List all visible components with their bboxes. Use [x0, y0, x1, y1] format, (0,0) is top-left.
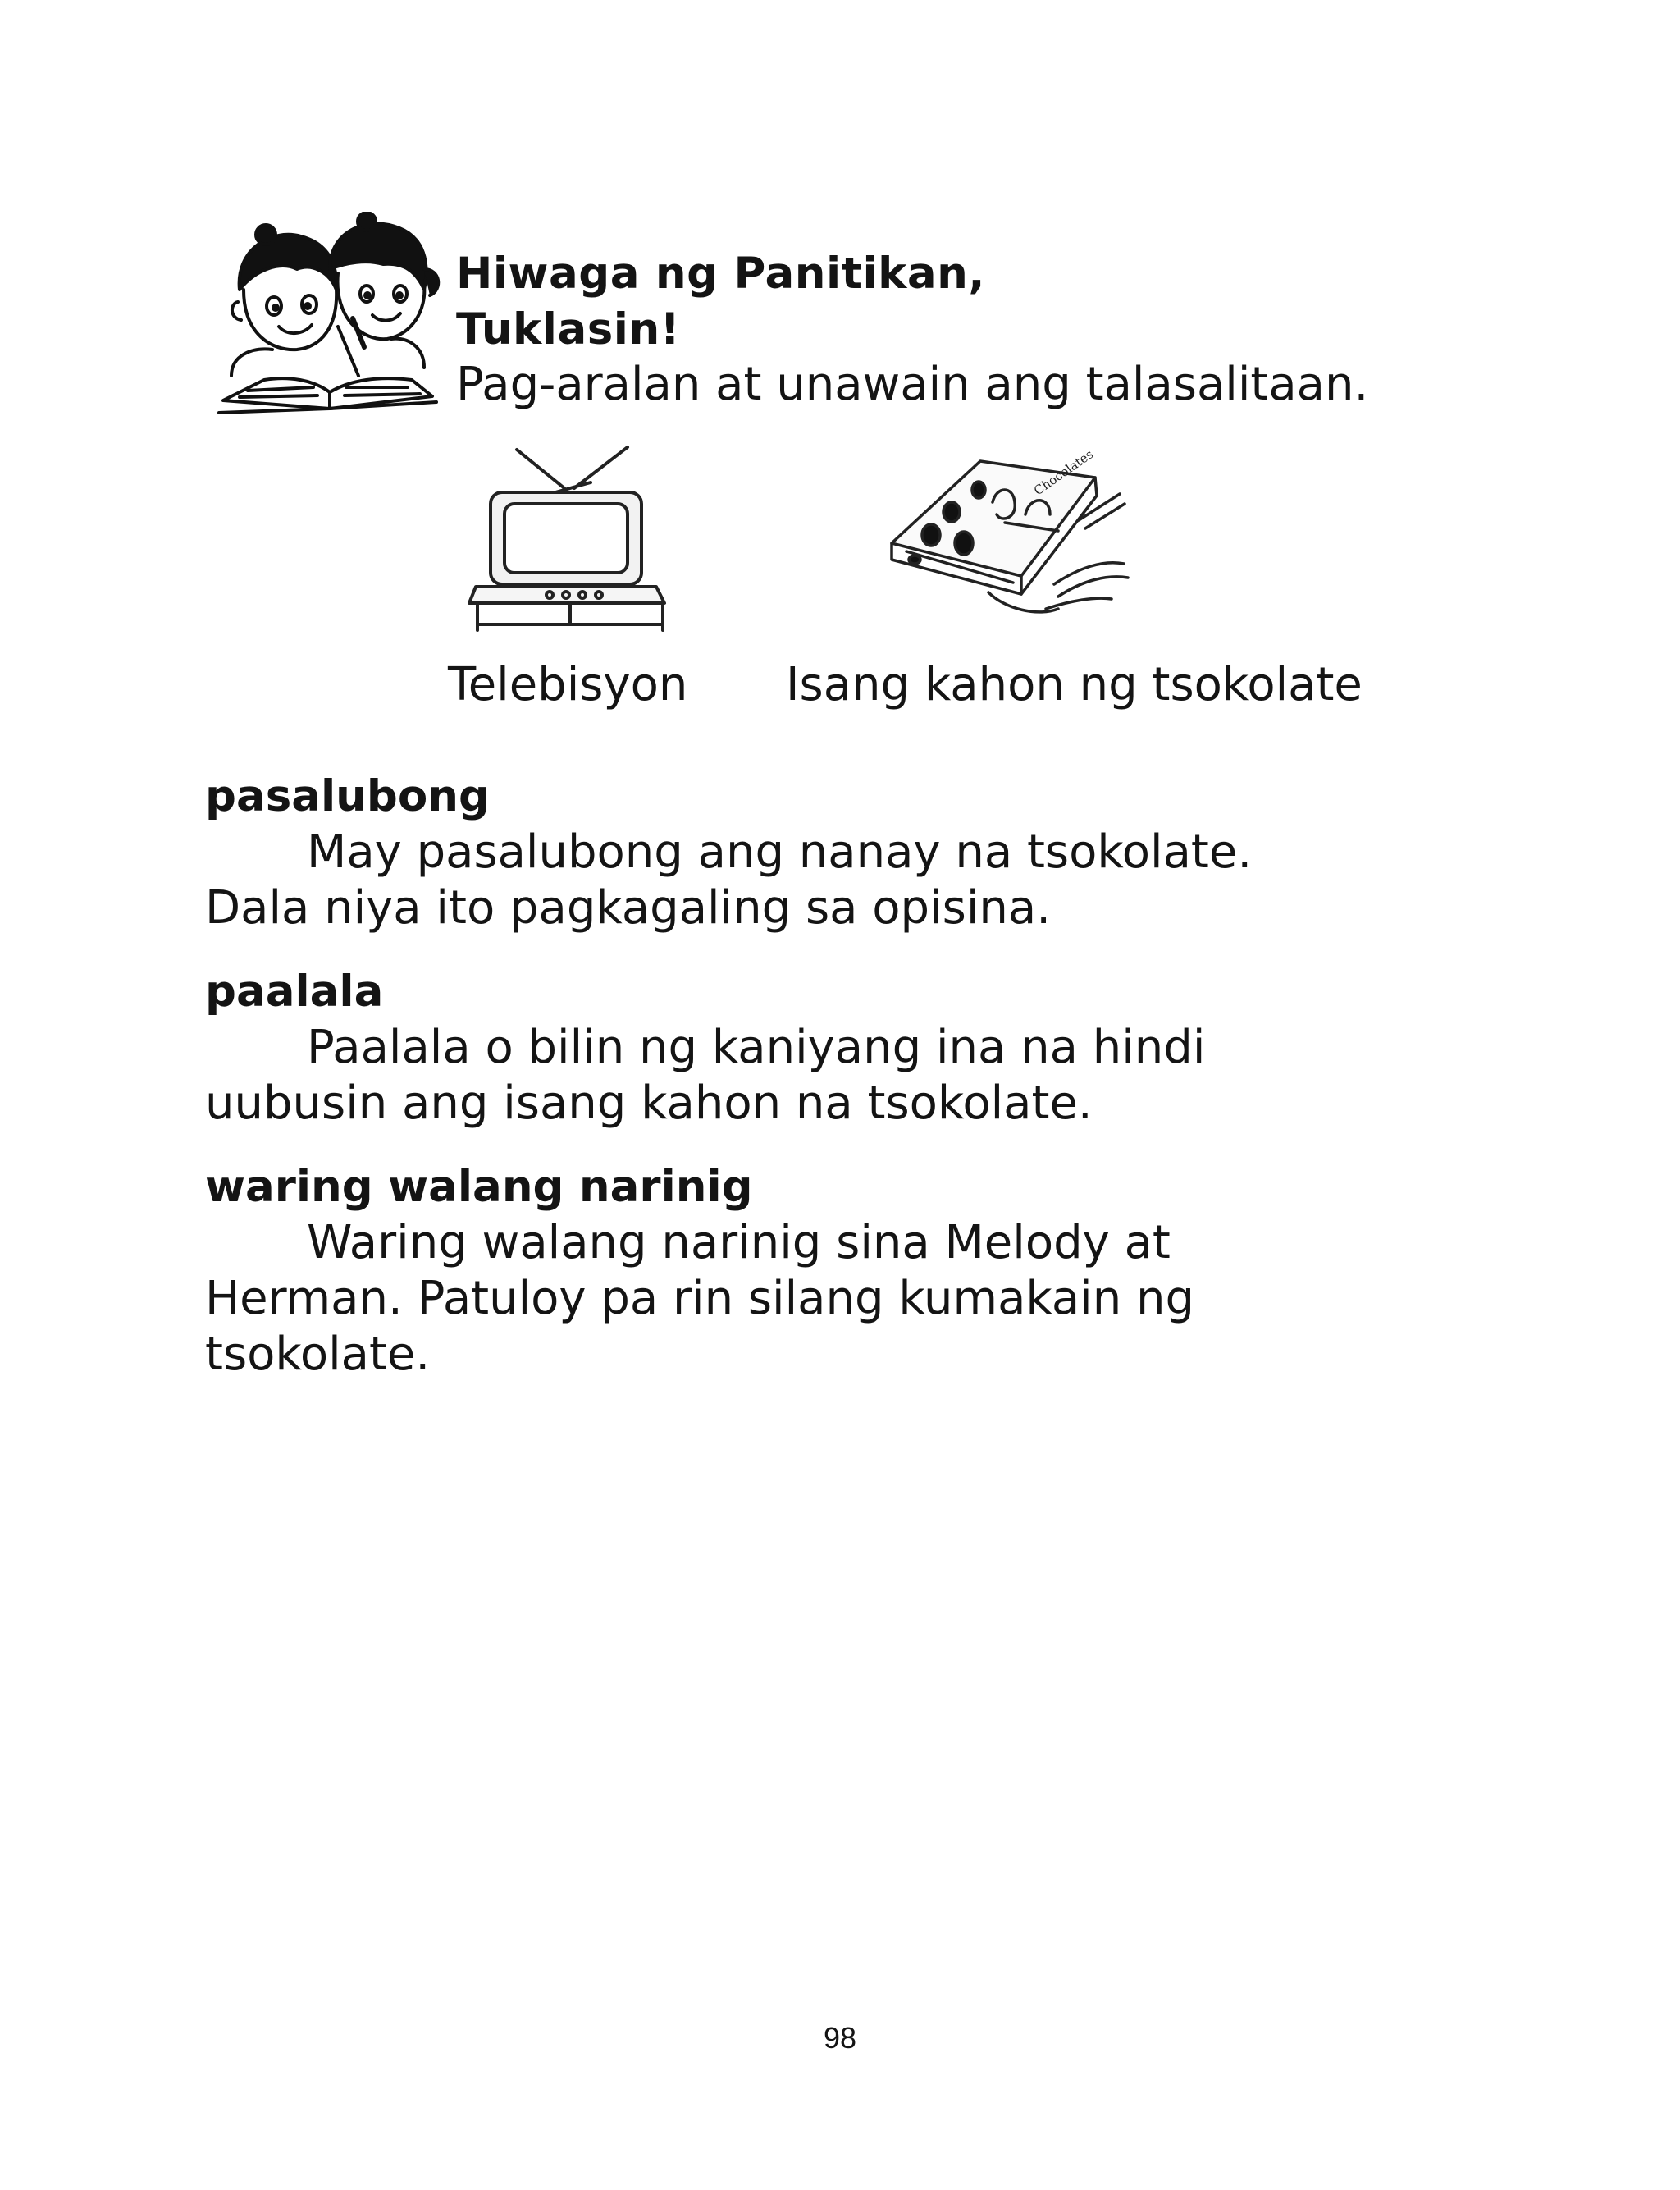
section-title-line-1: Hiwaga ng Panitikan,: [456, 249, 985, 299]
vocab-sentence: uubusin ang isang kahon na tsokolate.: [205, 1077, 1093, 1130]
vocab-term-paalala: paalala: [205, 967, 384, 1017]
chocolate-box-icon: [882, 445, 1136, 635]
vocab-sentence: May pasalubong ang nanay na tsokolate.: [307, 825, 1253, 879]
vocab-sentence: Paalala o bilin ng kaniyang ina na hindi: [307, 1021, 1206, 1074]
children-reading-book-icon: [215, 212, 445, 417]
caption-chocolate-box: Isang kahon ng tsokolate: [786, 658, 1363, 711]
page-number: 98: [823, 2021, 857, 2055]
vocab-sentence: Dala niya ito pagkagaling sa opisina.: [205, 881, 1051, 935]
section-title-line-2: Tuklasin!: [456, 304, 681, 354]
television-icon: [459, 443, 681, 632]
vocab-sentence: tsokolate.: [205, 1328, 431, 1381]
vocab-sentence: Herman. Patuloy pa rin silang kumakain ng: [205, 1272, 1195, 1325]
caption-television: Telebisyon: [448, 658, 688, 711]
vocab-term-pasalubong: pasalubong: [205, 771, 490, 821]
section-title: [456, 246, 985, 358]
instruction-text: Pag-aralan at unawain ang talasalitaan.: [456, 358, 1369, 411]
vocab-term-waring-walang-narinig: waring walang narinig: [205, 1162, 753, 1212]
chocolate-box-label: Chocolates: [1030, 446, 1097, 499]
vocab-sentence: Waring walang narinig sina Melody at: [307, 1216, 1171, 1269]
